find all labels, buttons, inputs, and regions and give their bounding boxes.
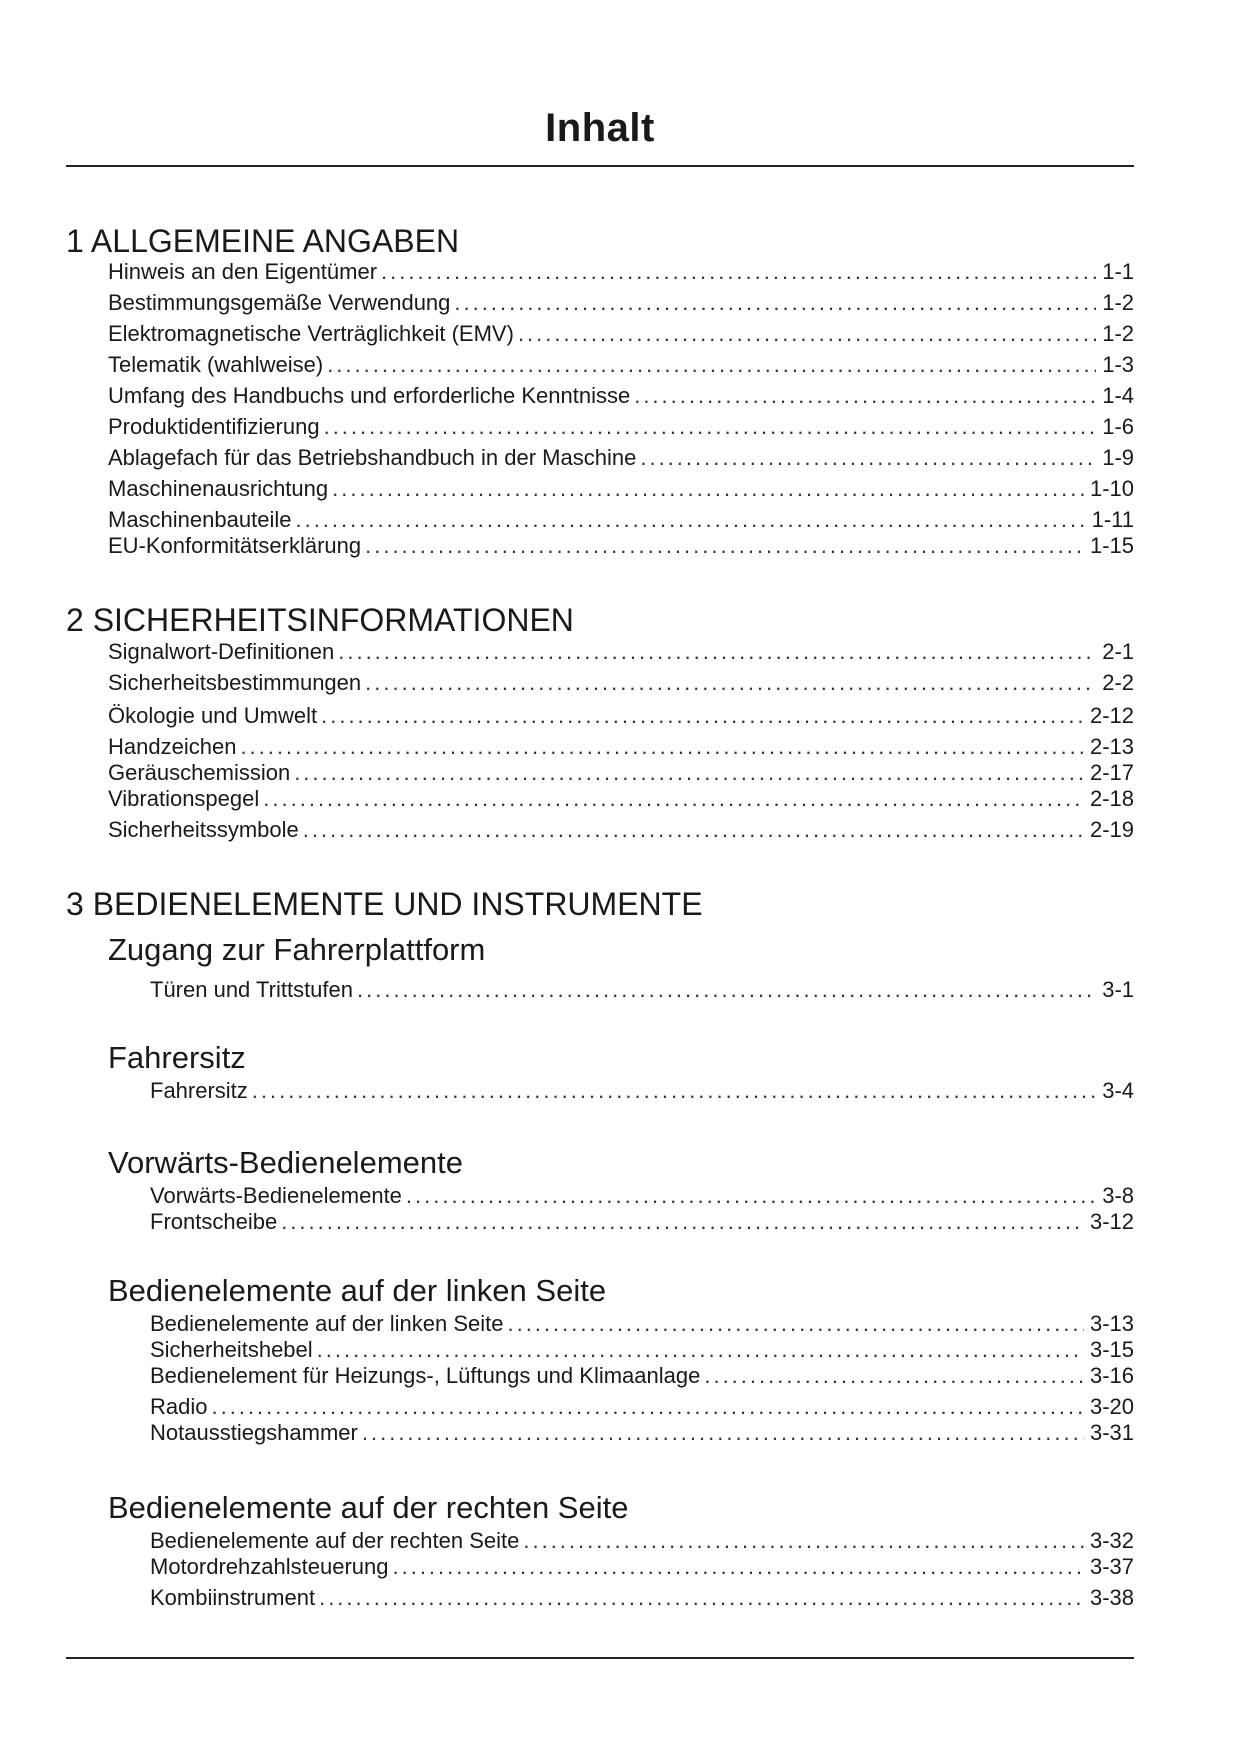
toc-entry-page: 3-38: [1089, 1585, 1134, 1610]
chapter-heading: 1 ALLGEMEINE ANGABEN: [66, 223, 460, 259]
toc-entry[interactable]: [150, 1363, 1134, 1389]
toc-entry-page: 1-9: [1102, 445, 1134, 470]
dot-leader: [640, 445, 1096, 471]
toc-entry[interactable]: [150, 977, 1134, 1003]
toc-entry-page: 2-17: [1089, 760, 1134, 785]
toc-entry-label: Vibrationspegel: [108, 786, 260, 811]
toc-entry[interactable]: [150, 1337, 1134, 1363]
toc-entry[interactable]: [108, 703, 1134, 729]
toc-entry-page: 2-13: [1089, 734, 1134, 759]
toc-entry-page: 3-32: [1089, 1528, 1134, 1553]
dot-leader: [327, 352, 1096, 378]
toc-entry-label: Signalwort-Definitionen: [108, 639, 335, 664]
dot-leader: [454, 290, 1096, 316]
toc-entry[interactable]: [150, 1420, 1134, 1446]
toc-entry[interactable]: [150, 1585, 1134, 1611]
dot-leader: [317, 1337, 1084, 1363]
dot-leader: [324, 414, 1097, 440]
toc-entry[interactable]: [108, 507, 1134, 533]
toc-entry-label: Sicherheitssymbole: [108, 817, 299, 842]
toc-entry-label: Sicherheitshebel: [150, 1337, 313, 1362]
section-heading: Fahrersitz: [108, 1040, 246, 1075]
toc-entry-label: Motordrehzahlsteuerung: [150, 1554, 389, 1579]
toc-entry[interactable]: [108, 414, 1134, 440]
toc-entry-page: 1-11: [1091, 507, 1134, 532]
toc-entry-page: 1-4: [1102, 383, 1134, 408]
toc-entry[interactable]: [108, 734, 1134, 760]
chapter-heading: 3 BEDIENELEMENTE UND INSTRUMENTE: [66, 886, 703, 922]
toc-entry-label: Handzeichen: [108, 734, 237, 759]
toc-entry[interactable]: [150, 1394, 1134, 1420]
toc-entry-page: 3-1: [1102, 977, 1134, 1002]
dot-leader: [332, 476, 1084, 502]
toc-entry-page: 3-13: [1089, 1311, 1134, 1336]
toc-entry-label: Sicherheitsbestimmungen: [108, 670, 362, 695]
toc-entry-label: Telematik (wahlweise): [108, 352, 324, 377]
dot-leader: [634, 383, 1096, 409]
toc-entry-page: 3-4: [1102, 1078, 1134, 1103]
toc-entry-page: 1-6: [1102, 414, 1134, 439]
toc-entry-page: 1-2: [1102, 321, 1134, 346]
toc-entry[interactable]: [108, 786, 1134, 812]
toc-entry-label: Bedienelemente auf der rechten Seite: [150, 1528, 520, 1553]
toc-entry-label: Ablagefach für das Betriebshandbuch in der Maschine: [108, 445, 637, 470]
toc-entry[interactable]: [150, 1209, 1134, 1235]
toc-entry-page: 2-19: [1089, 817, 1134, 842]
dot-leader: [518, 321, 1096, 347]
toc-entry-page: 3-20: [1089, 1394, 1134, 1419]
toc-entry[interactable]: [108, 760, 1134, 786]
dot-leader: [211, 1394, 1083, 1420]
toc-entry[interactable]: [108, 290, 1134, 316]
toc-entry-label: Bedienelement für Heizungs-, Lüftungs und Klimaanlage: [150, 1363, 701, 1388]
page-title: Inhalt: [545, 106, 655, 150]
toc-entry-page: 1-10: [1089, 476, 1134, 501]
dot-leader: [303, 817, 1084, 843]
toc-entry-label: Umfang des Handbuchs und erforderliche Kenntnisse: [108, 383, 631, 408]
toc-entry-label: Bedienelemente auf der linken Seite: [150, 1311, 504, 1336]
toc-entry[interactable]: [150, 1528, 1134, 1554]
toc-entry-label: Maschinenausrichtung: [108, 476, 329, 501]
toc-entry-label: Notausstiegshammer: [150, 1420, 358, 1445]
toc-entry-label: Elektromagnetische Verträglichkeit (EMV): [108, 321, 514, 346]
toc-entry-page: 2-18: [1089, 786, 1134, 811]
section-heading: Bedienelemente auf der rechten Seite: [108, 1490, 629, 1525]
toc-entry-page: 1-2: [1102, 290, 1134, 315]
toc-entry[interactable]: [150, 1183, 1134, 1209]
dot-leader: [523, 1528, 1084, 1554]
toc-entry-label: Fahrersitz: [150, 1078, 248, 1103]
footer-rule: [66, 1657, 1134, 1659]
toc-entry-page: 3-8: [1102, 1183, 1134, 1208]
toc-entry-page: 2-2: [1102, 670, 1134, 695]
toc-entry-label: Geräuschemission: [108, 760, 291, 785]
toc-entry[interactable]: [108, 476, 1134, 502]
toc-entry-label: Kombiinstrument: [150, 1585, 316, 1610]
toc-entry[interactable]: [108, 817, 1134, 843]
dot-leader: [319, 1585, 1084, 1611]
section-heading: Bedienelemente auf der linken Seite: [108, 1273, 607, 1308]
dot-leader: [295, 507, 1085, 533]
dot-leader: [263, 786, 1084, 812]
toc-entry[interactable]: [150, 1554, 1134, 1580]
toc-entry-label: Vorwärts-Bedienelemente: [150, 1183, 402, 1208]
toc-entry-label: Produktidentifizierung: [108, 414, 320, 439]
toc-entry-label: Türen und Trittstufen: [150, 977, 353, 1002]
header-rule: [66, 165, 1134, 167]
toc-entry-page: 3-12: [1089, 1209, 1134, 1234]
dot-leader: [406, 1183, 1096, 1209]
toc-entry-page: 3-15: [1089, 1337, 1134, 1362]
toc-entry[interactable]: [108, 445, 1134, 471]
toc-entry-page: 3-37: [1089, 1554, 1134, 1579]
dot-leader: [294, 760, 1084, 786]
dot-leader: [392, 1554, 1083, 1580]
toc-entry-page: 3-31: [1089, 1420, 1134, 1445]
toc-entry[interactable]: [108, 383, 1134, 409]
section-heading: Zugang zur Fahrerplattform: [108, 932, 486, 967]
dot-leader: [321, 703, 1084, 729]
toc-entry-page: 1-3: [1102, 352, 1134, 377]
toc-entry-page: 2-12: [1089, 703, 1134, 728]
dot-leader: [252, 1078, 1096, 1104]
toc-entry[interactable]: [108, 670, 1134, 696]
dot-leader: [507, 1311, 1083, 1337]
toc-entry-label: Frontscheibe: [150, 1209, 278, 1234]
toc-entry[interactable]: [150, 1311, 1134, 1337]
toc-entry-page: 1-15: [1089, 533, 1134, 558]
toc-entry-page: 2-1: [1102, 639, 1134, 664]
toc-entry-page: 1-1: [1102, 259, 1134, 284]
toc-entry-page: 3-16: [1089, 1363, 1134, 1388]
toc-entry-label: EU-Konformitätserklärung: [108, 533, 362, 558]
toc-entry-label: Hinweis an den Eigentümer: [108, 259, 378, 284]
toc-entry[interactable]: [108, 639, 1134, 665]
chapter-heading: 2 SICHERHEITSINFORMATIONEN: [66, 602, 574, 638]
dot-leader: [357, 977, 1096, 1003]
dot-leader: [362, 1420, 1084, 1446]
dot-leader: [704, 1363, 1084, 1389]
toc-entry[interactable]: [150, 1078, 1134, 1104]
dot-leader: [338, 639, 1096, 665]
dot-leader: [281, 1209, 1084, 1235]
toc-entry[interactable]: [108, 259, 1134, 285]
toc-entry-label: Radio: [150, 1394, 208, 1419]
dot-leader: [240, 734, 1084, 760]
toc-entry[interactable]: [108, 352, 1134, 378]
dot-leader: [381, 259, 1096, 285]
section-heading: Vorwärts-Bedienelemente: [108, 1145, 463, 1180]
toc-entry[interactable]: [108, 533, 1134, 559]
dot-leader: [365, 533, 1084, 559]
toc-entry-label: Maschinenbauteile: [108, 507, 292, 532]
toc-entry-label: Bestimmungsgemäße Verwendung: [108, 290, 451, 315]
dot-leader: [365, 670, 1096, 696]
toc-entry-label: Ökologie und Umwelt: [108, 703, 318, 728]
toc-entry[interactable]: [108, 321, 1134, 347]
